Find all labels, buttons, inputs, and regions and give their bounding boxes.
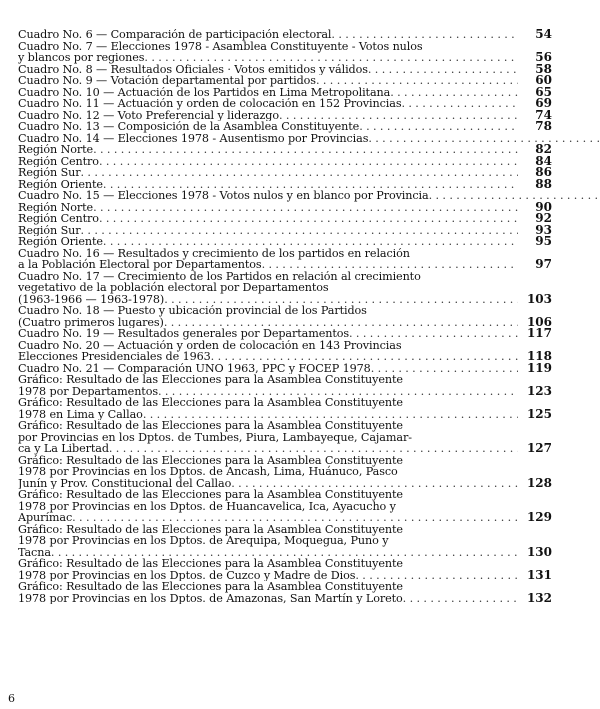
entry-title: Gráfico: Resultado de las Elecciones para la Asamblea Constituyente 1978 por Provincias en los Dptos. de Cuzco y Madre de Dios . . . xyxy=(18,558,518,581)
entry-title: Región Centro . . . xyxy=(18,213,518,225)
entry-page: 65 xyxy=(535,84,552,99)
entry-title: Región Oriente . . . xyxy=(18,236,518,248)
toc-entry xyxy=(18,305,552,328)
entry-title: Cuadro No. 12 — Voto Preferencial y liderazgo . . . xyxy=(18,110,518,122)
entry-page: 54 xyxy=(535,27,552,41)
entry-title: Cuadro No. 8 — Resultados Oficiales · Votos emitidos y válidos . . . xyxy=(18,64,518,76)
entry-title: Gráfico: Resultado de las Elecciones para la Asamblea Constituyente por Provincias en los Dptos. de Tumbes, Piura, Lambayeque, Cajamar- ca y La Libertad . . . xyxy=(18,420,518,455)
entry-page: 69 xyxy=(535,96,552,110)
entry-page: 82 xyxy=(535,142,552,156)
entry-title: Cuadro No. 17 — Crecimiento de los Partidos en relación al crecimiento vegetativo de la población electoral por Departamentos (1963-1966 — 1963-1978) . . . xyxy=(18,271,518,306)
entry-page: 130 xyxy=(526,544,552,559)
toc-entry xyxy=(18,61,552,76)
toc-entry xyxy=(18,328,552,340)
toc-entry xyxy=(18,29,552,41)
entry-title: Región Norte . . . xyxy=(18,144,518,156)
entry-title: Región Centro . . . xyxy=(18,156,518,168)
toc-entry xyxy=(18,222,552,237)
toc-entry xyxy=(18,455,552,490)
entry-page: 106 xyxy=(526,314,552,329)
toc-entry xyxy=(18,98,552,110)
toc-entry xyxy=(18,397,552,420)
entry-title: Región Sur . . . xyxy=(18,167,518,179)
toc-entry xyxy=(18,524,552,559)
entry-title: Gráfico: Resultado de las Elecciones para la Asamblea Constituyente 1978 por Provincias en los Dptos. de Huancavelica, Ica, Ayacucho y Apurímac . . . xyxy=(18,489,518,524)
toc-entry xyxy=(18,153,552,168)
entry-page: 119 xyxy=(526,360,552,375)
entry-title: Gráfico: Resultado de las Elecciones para la Asamblea Constituyente 1978 por Provincias en los Dptos. de Arequipa, Moquegua, Puno y Tacna . . . xyxy=(18,524,518,559)
entry-title: Gráfico: Resultado de las Elecciones para la Asamblea Constituyente 1978 por Provincias en los Dptos. de Amazonas, San Martín y Loreto . . . xyxy=(18,581,518,604)
entry-title: Cuadro No. 15 — Elecciones 1978 - Votos nulos y en blanco por Provincia . . . xyxy=(18,190,518,202)
toc-entry xyxy=(18,271,552,306)
entry-title: Cuadro No. 19 — Resultados generales por Departamentos . . . xyxy=(18,328,518,340)
entry-page: 127 xyxy=(526,441,552,455)
entry-page: 93 xyxy=(535,222,552,237)
toc-entry xyxy=(18,107,552,122)
entry-page: 97 xyxy=(535,257,552,271)
entry-page: 123 xyxy=(526,383,552,398)
entry-page: 92 xyxy=(535,211,552,225)
entry-title: Cuadro No. 10 — Actuación de los Partidos en Lima Metropolitana . . . xyxy=(18,87,518,99)
entry-page: 131 xyxy=(526,567,552,582)
entry-page: 118 xyxy=(526,349,552,363)
toc-entry xyxy=(18,121,552,133)
entry-title: Región Sur . . . xyxy=(18,225,518,237)
toc-entry xyxy=(18,199,552,214)
entry-title: Cuadro No. 14 — Elecciones 1978 - Ausentismo por Provincias . . . xyxy=(18,133,518,145)
entry-page: 117 xyxy=(526,326,552,340)
entry-page: 103 xyxy=(526,291,552,306)
entry-title: Región Norte . . . xyxy=(18,202,518,214)
entry-title: Cuadro No. 18 — Puesto y ubicación provincial de los Partidos (Cuatro primeros lugares) . . . xyxy=(18,305,518,328)
table-of-contents xyxy=(18,29,552,604)
toc-entry xyxy=(18,167,552,179)
entry-page: 132 xyxy=(526,590,552,605)
toc-entry xyxy=(18,190,552,202)
toc-entry xyxy=(18,144,552,156)
entry-page: 128 xyxy=(526,475,552,490)
toc-entry xyxy=(18,84,552,99)
entry-title: Gráfico: Resultado de las Elecciones para la Asamblea Constituyente 1978 por Departamentos . . . xyxy=(18,374,518,397)
toc-entry xyxy=(18,75,552,87)
entry-page: 58 xyxy=(535,61,552,76)
entry-page: 129 xyxy=(526,510,552,524)
entry-title: Cuadro No. 9 — Votación departamental por partidos . . . xyxy=(18,75,518,87)
toc-entry xyxy=(18,420,552,455)
toc-entry xyxy=(18,213,552,225)
entry-page: 125 xyxy=(526,406,552,421)
entry-page: 90 xyxy=(535,199,552,214)
entry-title: Gráfico: Resultado de las Elecciones para la Asamblea Constituyente 1978 por Provincias en los Dptos. de Ancash, Lima, Huánuco, Pasco Junín y Prov. Constitucional del Callao . . . xyxy=(18,455,518,490)
entry-page: 60 xyxy=(535,73,552,87)
toc-entry xyxy=(18,558,552,581)
entry-page: 88 xyxy=(535,176,552,191)
entry-page: 84 xyxy=(535,153,552,168)
page-number: 6 xyxy=(8,692,15,705)
toc-entry xyxy=(18,236,552,248)
toc-entry xyxy=(18,360,552,375)
entry-title: Gráfico: Resultado de las Elecciones para la Asamblea Constituyente 1978 en Lima y Callao . . . xyxy=(18,397,518,420)
toc-entry xyxy=(18,374,552,397)
entry-page: 56 xyxy=(535,50,552,64)
entry-page: 74 xyxy=(535,107,552,122)
entry-title: Cuadro No. 11 — Actuación y orden de colocación en 152 Provincias . . . xyxy=(18,98,518,110)
toc-entry xyxy=(18,41,552,64)
entry-page: 95 xyxy=(535,234,552,248)
entry-title: Cuadro No. 16 — Resultados y crecimiento de los partidos en relación a la Población Electoral por Departamentos . . . xyxy=(18,248,518,271)
entry-page: 86 xyxy=(535,165,552,179)
entry-title: Cuadro No. 6 — Comparación de participación electoral . . . xyxy=(18,29,518,41)
entry-title: Cuadro No. 20 — Actuación y orden de colocación en 143 Provincias Elecciones Presidenciales de 1963 . . . xyxy=(18,340,518,363)
toc-entry xyxy=(18,133,552,145)
entry-page: 78 xyxy=(535,119,552,133)
toc-entry xyxy=(18,248,552,271)
toc-entry xyxy=(18,340,552,363)
entry-title: Región Oriente . . . xyxy=(18,179,518,191)
toc-entry xyxy=(18,581,552,604)
entry-title: Cuadro No. 21 — Comparación UNO 1963, PPC y FOCEP 1978 . . . xyxy=(18,363,518,375)
entry-title: Cuadro No. 13 — Composición de la Asamblea Constituyente . . . xyxy=(18,121,518,133)
toc-entry xyxy=(18,489,552,524)
entry-title: Cuadro No. 7 — Elecciones 1978 - Asamblea Constituyente - Votos nulos y blancos por regiones . . . xyxy=(18,41,518,64)
